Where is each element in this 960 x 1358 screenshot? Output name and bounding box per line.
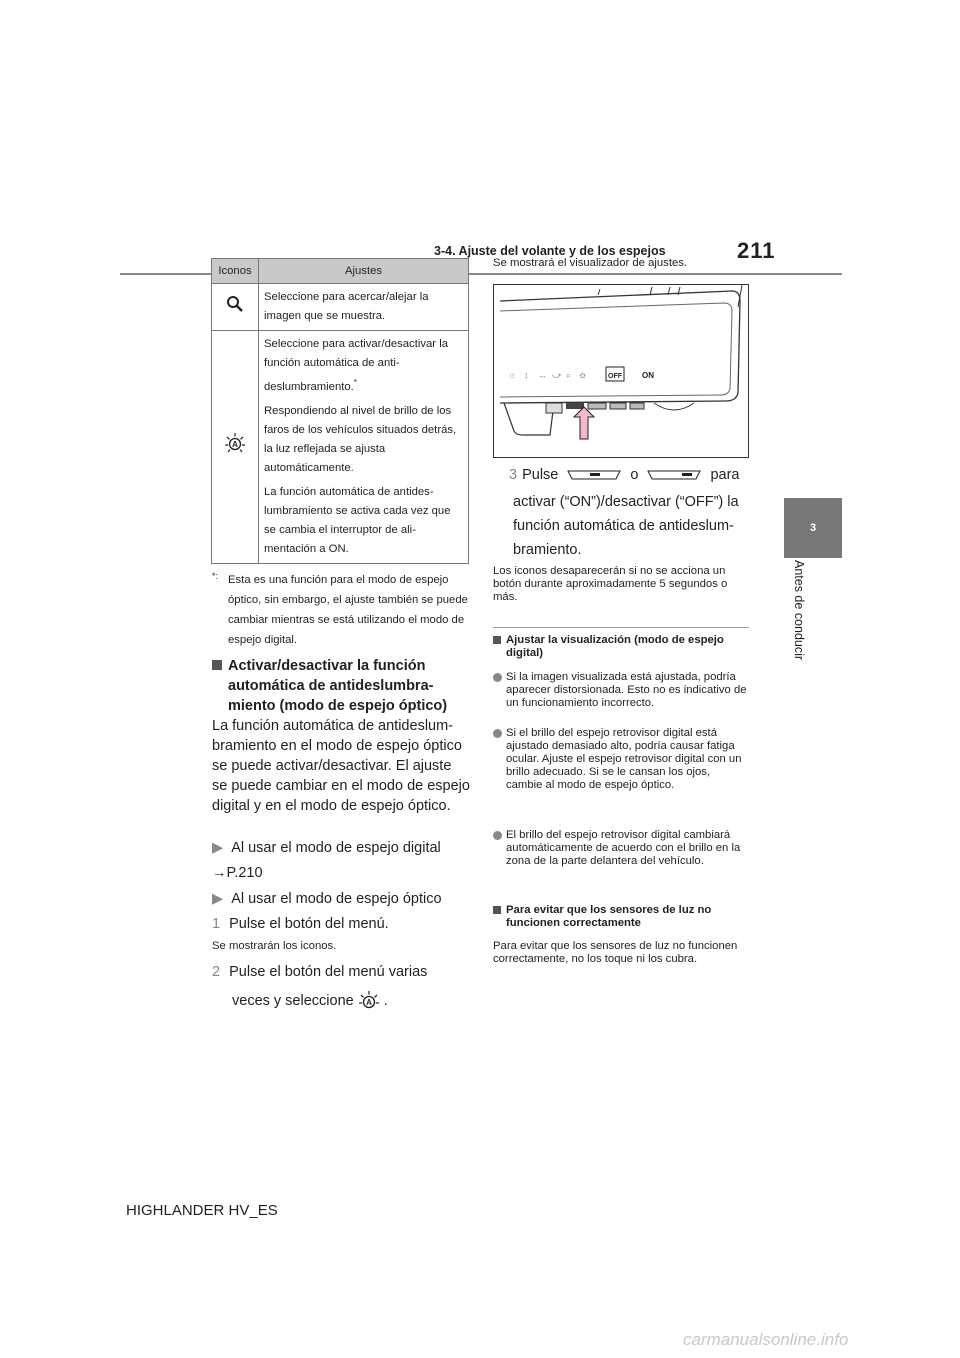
list-item: ▶ Al usar el modo de espejo óptico xyxy=(212,891,442,907)
section-divider xyxy=(493,627,749,628)
svg-text:A: A xyxy=(232,440,238,450)
on-label: ON xyxy=(642,371,654,380)
model-footer: HIGHLANDER HV_ES xyxy=(126,1202,278,1219)
setting-description: Seleccione para acercar/alejar la imagen que se muestra. xyxy=(259,284,469,331)
subsection-heading: Ajustar la visualización (modo de espejo digital) xyxy=(493,634,749,660)
step-3-cont: activar (“ON”)/desactivar (“OFF”) la función automática de antideslumbramiento. xyxy=(513,494,739,558)
svg-text:☼: ☼ xyxy=(578,370,588,381)
square-bullet-icon xyxy=(493,906,501,914)
icon-cell xyxy=(212,331,259,564)
setting-description: Seleccione para activar/desactivar la función automática de antideslumbramiento.* Respondiendo al nivel de brillo de los faros de los vehículos situados detrás, la luz reflejada se ajusta automáticamente. La función automática de antideslumbramiento se activa cada vez que se cambia el interruptor de alimentación a ON. xyxy=(259,331,469,564)
auto-antiglare-icon xyxy=(224,432,246,454)
table-row xyxy=(212,331,469,564)
step-3-note: Los iconos desaparecerán si no se acciona un botón durante aproximadamente 5 segundos o más. xyxy=(493,565,728,603)
auto-antiglare-icon xyxy=(358,990,380,1012)
step-2: 2 Pulse el botón del menú varias xyxy=(212,964,428,980)
section-heading: Activar/desactivar la función automática de antideslumbramiento (modo de espejo óptico) xyxy=(212,656,470,716)
svg-text:↕: ↕ xyxy=(524,370,529,380)
button-right-icon xyxy=(646,468,702,482)
list-item: ▶ Al usar el modo de espejo digital xyxy=(212,840,441,856)
watermark: carmanualsonline.info xyxy=(683,1330,849,1349)
magnifier-icon xyxy=(226,295,244,313)
svg-text:A: A xyxy=(365,998,372,1007)
button-left-icon xyxy=(566,468,622,482)
circle-bullet-icon xyxy=(493,673,502,682)
svg-text:☼: ☼ xyxy=(508,370,517,380)
chapter-number: 3 xyxy=(809,522,817,534)
subsection-text: Para evitar que los sensores de luz no funcionen correctamente, no los toque ni los cubra. xyxy=(493,940,738,965)
square-bullet-icon xyxy=(212,660,222,670)
table-row xyxy=(212,284,469,331)
square-bullet-icon xyxy=(493,636,501,644)
intro-paragraph: La función automática de antideslumbramiento en el modo de espejo óptico se puede activar/desactivar. El ajuste se puede cambiar en el modo de espejo digital y en el modo de espejo óptico. xyxy=(212,718,470,814)
table-header-icons: Iconos xyxy=(212,259,259,284)
page-number: 211 xyxy=(737,238,776,263)
icons-table xyxy=(211,258,469,564)
mirror-illustration xyxy=(494,285,748,457)
circle-bullet-icon xyxy=(493,831,502,840)
list-item: Si el brillo del espejo retrovisor digital está ajustado demasiado alto, podría causar fatiga ocular. Ajuste el espejo retrovisor digital con un brillo adecuado. Si se le cansan los ojos, cambie al modo de espejo óptico. xyxy=(493,727,749,792)
settings-display-note: Se mostrará el visualizador de ajustes. xyxy=(493,257,688,269)
svg-text:⌕: ⌕ xyxy=(566,370,572,380)
list-item: Si la imagen visualizada está ajustada, podría aparecer distorsionada. Esto no es indicativo de un funcionamiento incorrecto. xyxy=(493,671,749,710)
footnote: *: Esta es una función para el modo de espejo óptico, sin embargo, el ajuste también se puede cambiar mientras se está utilizando el modo de espejo digital. xyxy=(212,571,468,646)
mirror-figure xyxy=(493,284,749,458)
off-label: OFF xyxy=(608,373,622,380)
arrow-icon: ▶ xyxy=(212,840,224,856)
chapter-label: Antes de conducir xyxy=(792,560,806,661)
icon-cell xyxy=(212,284,259,331)
table-header-settings: Ajustes xyxy=(259,259,469,284)
step-3: 3 Pulse o para xyxy=(509,467,740,483)
section-title: 3-4. Ajuste del volante y de los espejos xyxy=(434,244,666,258)
step-2-cont: veces y seleccione A . xyxy=(232,990,490,1012)
svg-text:↔: ↔ xyxy=(538,370,547,380)
chapter-tab xyxy=(784,498,842,558)
arrow-icon: ▶ xyxy=(212,891,224,907)
circle-bullet-icon xyxy=(493,729,502,738)
step-1: 1 Pulse el botón del menú. xyxy=(212,916,389,932)
page-reference[interactable]: →P.210 xyxy=(212,865,263,881)
list-item: El brillo del espejo retrovisor digital cambiará automáticamente de acuerdo con el brillo en la zona de la parte delantera del vehículo. xyxy=(493,829,749,868)
subsection-heading: Para evitar que los sensores de luz no funcionen correctamente xyxy=(493,904,749,930)
svg-text:⤻: ⤻ xyxy=(552,370,562,380)
step-1-note: Se mostrarán los iconos. xyxy=(212,940,337,952)
